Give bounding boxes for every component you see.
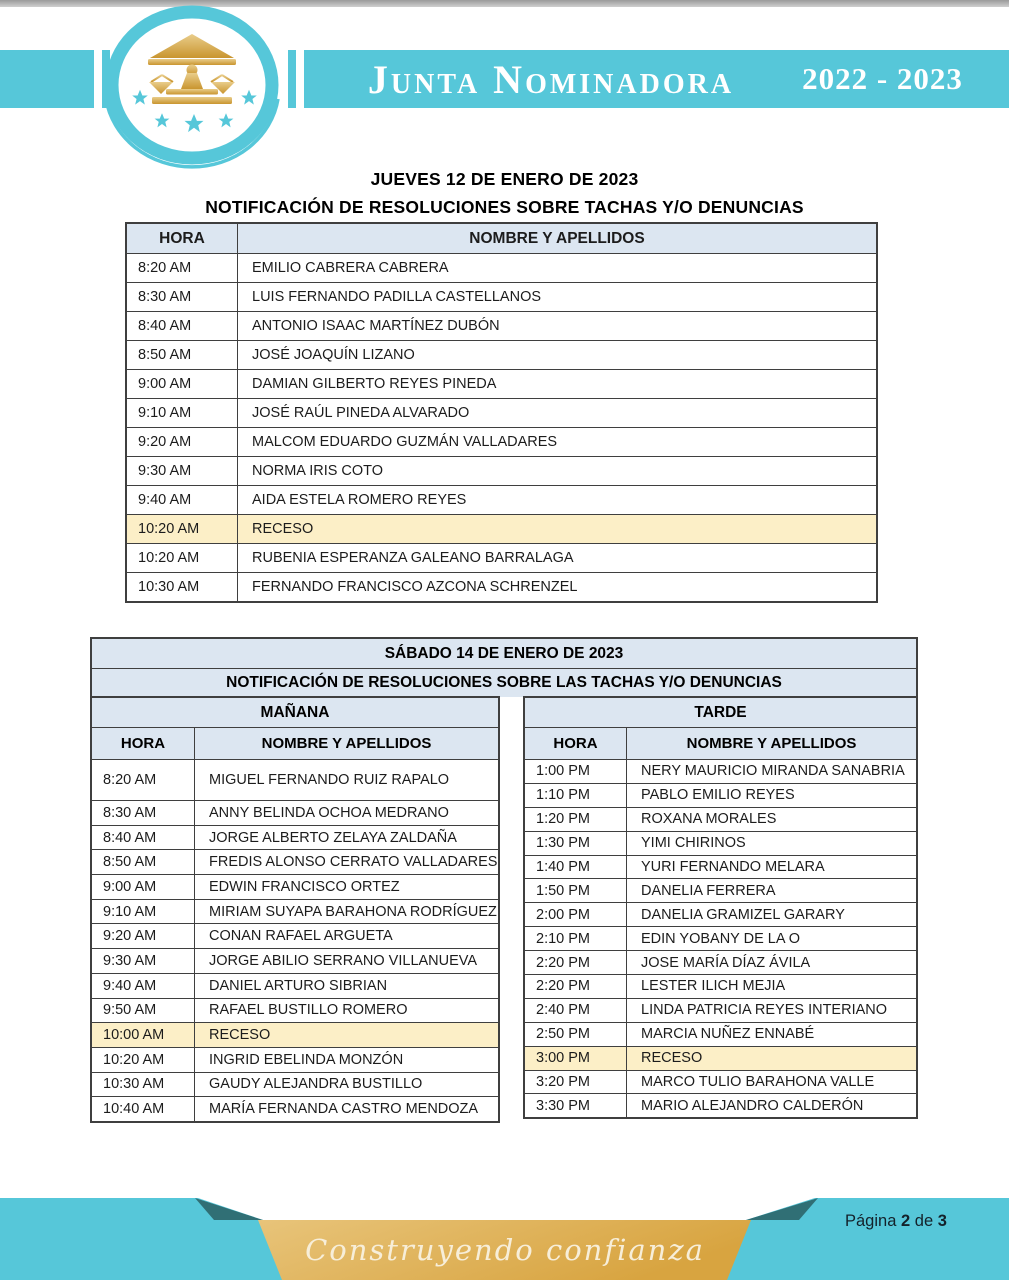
table-row	[127, 340, 876, 369]
header-band-left	[0, 50, 94, 108]
table-row	[525, 759, 916, 783]
time-cell: 8:50 AM	[127, 341, 238, 369]
column-header-nombre: NOMBRE Y APELLIDOS	[469, 229, 645, 247]
time-cell: 9:50 AM	[92, 999, 195, 1023]
name-cell: MARIO ALEJANDRO CALDERÓN	[641, 1097, 864, 1114]
time-cell: 10:30 AM	[127, 573, 238, 601]
name-cell: MIGUEL FERNANDO RUIZ RAPALO	[209, 772, 450, 788]
name-cell: DANELIA GRAMIZEL GARARY	[641, 906, 845, 923]
time-cell: 3:30 PM	[525, 1094, 627, 1117]
name-cell: NORMA IRIS COTO	[252, 463, 384, 479]
table-body	[92, 759, 498, 1121]
table-row	[525, 1046, 916, 1070]
time-cell: 10:40 AM	[92, 1097, 195, 1121]
name-cell: EDIN YOBANY DE LA O	[641, 930, 801, 947]
time-cell: 2:20 PM	[525, 975, 627, 998]
name-cell: DANIEL ARTURO SIBRIAN	[209, 977, 388, 994]
name-cell: JOSE MARÍA DÍAZ ÁVILA	[641, 954, 811, 971]
name-cell: RECESO	[641, 1050, 703, 1067]
table-row	[127, 427, 876, 456]
table-row	[525, 1093, 916, 1117]
table-row	[92, 849, 498, 874]
time-cell: 1:30 PM	[525, 832, 627, 855]
time-cell: 9:30 AM	[92, 949, 195, 973]
name-cell: CONAN RAFAEL ARGUETA	[209, 928, 393, 945]
name-cell: MARCO TULIO BARAHONA VALLE	[641, 1074, 875, 1091]
table-row	[525, 855, 916, 879]
name-cell: ANTONIO ISAAC MARTÍNEZ DUBÓN	[252, 318, 500, 334]
time-cell: 9:00 AM	[92, 875, 195, 899]
page-total: 3	[937, 1212, 947, 1230]
time-cell: 9:10 AM	[127, 399, 238, 427]
time-cell: 3:20 PM	[525, 1071, 627, 1094]
table-row	[127, 456, 876, 485]
name-cell: GAUDY ALEJANDRA BUSTILLO	[209, 1076, 423, 1093]
schedule-subtable-tarde	[523, 696, 918, 1119]
table-row	[92, 825, 498, 850]
table-row	[92, 800, 498, 825]
table-row	[525, 831, 916, 855]
time-cell: 1:40 PM	[525, 856, 627, 879]
time-cell: 2:40 PM	[525, 999, 627, 1022]
time-cell: 1:50 PM	[525, 879, 627, 902]
table-body	[525, 759, 916, 1117]
table-row	[92, 923, 498, 948]
page-label: Página	[845, 1212, 897, 1230]
name-cell: RECESO	[252, 521, 314, 537]
table-row	[127, 485, 876, 514]
time-cell: 2:10 PM	[525, 927, 627, 950]
table-row	[525, 926, 916, 950]
section1-subtitle: NOTIFICACIÓN DE RESOLUCIONES SOBRE TACHAS Y/O DENUNCIAS	[205, 197, 804, 217]
page-separator: de	[914, 1212, 934, 1230]
section2-title: SÁBADO 14 DE ENERO DE 2023	[92, 639, 916, 668]
table-row	[525, 783, 916, 807]
table-row	[525, 1022, 916, 1046]
table-row	[127, 253, 876, 282]
time-cell: 10:20 AM	[92, 1048, 195, 1072]
time-cell: 9:40 AM	[127, 486, 238, 514]
name-cell: RAFAEL BUSTILLO ROMERO	[209, 1002, 408, 1019]
column-header-hora: HORA	[127, 224, 238, 253]
column-header-hora: HORA	[92, 728, 195, 759]
table-row	[127, 282, 876, 311]
time-cell: 8:30 AM	[127, 283, 238, 311]
name-cell: ANNY BELINDA OCHOA MEDRANO	[209, 804, 449, 821]
table-row	[92, 874, 498, 899]
name-cell: MARCIA NUÑEZ ENNABÉ	[641, 1026, 815, 1043]
name-cell: JORGE ABILIO SERRANO VILLANUEVA	[209, 952, 478, 969]
name-cell: INGRID EBELINDA MONZÓN	[209, 1051, 404, 1068]
table-row	[127, 572, 876, 601]
footer-slogan: Construyendo confianza	[305, 1233, 705, 1267]
brand-years: 2022 - 2023	[802, 61, 963, 96]
table-row	[92, 998, 498, 1023]
column-header-nombre: NOMBRE Y APELLIDOS	[261, 735, 432, 752]
name-cell: YURI FERNANDO MELARA	[641, 859, 825, 875]
time-cell: 2:50 PM	[525, 1023, 627, 1046]
name-cell: DAMIAN GILBERTO REYES PINEDA	[252, 376, 497, 392]
name-cell: NERY MAURICIO MIRANDA SANABRIA	[641, 763, 905, 780]
tarde-label: TARDE	[525, 698, 916, 727]
junta-nominadora-logo	[98, 3, 286, 175]
table-row	[92, 759, 498, 800]
table-row	[525, 878, 916, 902]
table-row	[127, 398, 876, 427]
name-cell: JOSÉ RAÚL PINEDA ALVARADO	[252, 405, 470, 421]
page-current: 2	[900, 1212, 911, 1230]
name-cell: LUIS FERNANDO PADILLA CASTELLANOS	[252, 289, 542, 305]
name-cell: LESTER ILICH MEJIA	[641, 978, 786, 995]
time-cell: 10:00 AM	[92, 1023, 195, 1047]
column-header-nombre: NOMBRE Y APELLIDOS	[686, 735, 857, 752]
time-cell: 9:10 AM	[92, 900, 195, 924]
table-row	[525, 807, 916, 831]
name-cell: PABLO EMILIO REYES	[641, 787, 795, 804]
manana-label: MAÑANA	[92, 698, 498, 727]
name-cell: DANELIA FERRERA	[641, 882, 776, 899]
table-row	[525, 974, 916, 998]
table-header-row	[92, 727, 498, 759]
schedule-subtable-manana	[90, 696, 500, 1123]
brand-title: Junta Nominadora	[367, 56, 735, 102]
table-row	[92, 973, 498, 998]
table-row	[92, 1047, 498, 1072]
time-cell: 2:20 PM	[525, 951, 627, 974]
time-cell: 8:20 AM	[92, 760, 195, 800]
table-row	[525, 998, 916, 1022]
table-row	[127, 514, 876, 543]
table-row	[525, 902, 916, 926]
time-cell: 9:40 AM	[92, 974, 195, 998]
table-row	[127, 369, 876, 398]
name-cell: EMILIO CABRERA CABRERA	[252, 260, 449, 276]
name-cell: RECESO	[209, 1027, 271, 1044]
time-cell: 1:20 PM	[525, 808, 627, 831]
time-cell: 1:10 PM	[525, 784, 627, 807]
name-cell: FREDIS ALONSO CERRATO VALLADARES	[209, 854, 498, 871]
table-row	[127, 543, 876, 572]
table-row	[92, 1072, 498, 1097]
time-cell: 3:00 PM	[525, 1047, 627, 1070]
name-cell: MARÍA FERNANDA CASTRO MENDOZA	[209, 1101, 479, 1118]
column-header-hora: HORA	[525, 728, 627, 759]
time-cell: 2:00 PM	[525, 903, 627, 926]
section1-title: JUEVES 12 DE ENERO DE 2023	[370, 169, 639, 189]
time-cell: 9:20 AM	[127, 428, 238, 456]
name-cell: FERNANDO FRANCISCO AZCONA SCHRENZEL	[252, 579, 578, 595]
name-cell: JORGE ALBERTO ZELAYA ZALDAÑA	[209, 829, 457, 846]
time-cell: 9:00 AM	[127, 370, 238, 398]
time-cell: 9:20 AM	[92, 924, 195, 948]
table-header-row	[525, 727, 916, 759]
name-cell: EDWIN FRANCISCO ORTEZ	[209, 878, 400, 895]
table-row	[127, 311, 876, 340]
name-cell: RUBENIA ESPERANZA GALEANO BARRALAGA	[252, 550, 574, 566]
schedule-table-sabado-header	[90, 637, 918, 697]
header-band-stripe-right	[288, 50, 296, 108]
page-number	[845, 1212, 1005, 1231]
time-cell: 9:30 AM	[127, 457, 238, 485]
time-cell: 1:00 PM	[525, 760, 627, 783]
time-cell: 10:20 AM	[127, 515, 238, 543]
time-cell: 8:40 AM	[92, 826, 195, 850]
table-row	[92, 899, 498, 924]
time-cell: 8:30 AM	[92, 801, 195, 825]
table-row	[525, 950, 916, 974]
schedule-table-jueves	[125, 222, 878, 603]
time-cell: 8:20 AM	[127, 254, 238, 282]
table-row	[92, 948, 498, 973]
name-cell: MALCOM EDUARDO GUZMÁN VALLADARES	[252, 434, 558, 450]
time-cell: 8:50 AM	[92, 850, 195, 874]
time-cell: 10:30 AM	[92, 1073, 195, 1097]
name-cell: JOSÉ JOAQUÍN LIZANO	[252, 347, 415, 363]
table-row	[92, 1096, 498, 1121]
table-row	[525, 1070, 916, 1094]
table-body	[127, 253, 876, 601]
name-cell: LINDA PATRICIA REYES INTERIANO	[641, 1002, 888, 1019]
table-header-row	[127, 224, 876, 253]
table-row	[92, 1022, 498, 1047]
name-cell: YIMI CHIRINOS	[641, 835, 746, 852]
time-cell: 8:40 AM	[127, 312, 238, 340]
section2-subtitle: NOTIFICACIÓN DE RESOLUCIONES SOBRE LAS TACHAS Y/O DENUNCIAS	[92, 668, 916, 697]
name-cell: MIRIAM SUYAPA BARAHONA RODRÍGUEZ	[209, 903, 497, 920]
time-cell: 10:20 AM	[127, 544, 238, 572]
name-cell: ROXANA MORALES	[641, 811, 777, 828]
name-cell: AIDA ESTELA ROMERO REYES	[252, 492, 467, 508]
footer-notch	[195, 1197, 818, 1220]
